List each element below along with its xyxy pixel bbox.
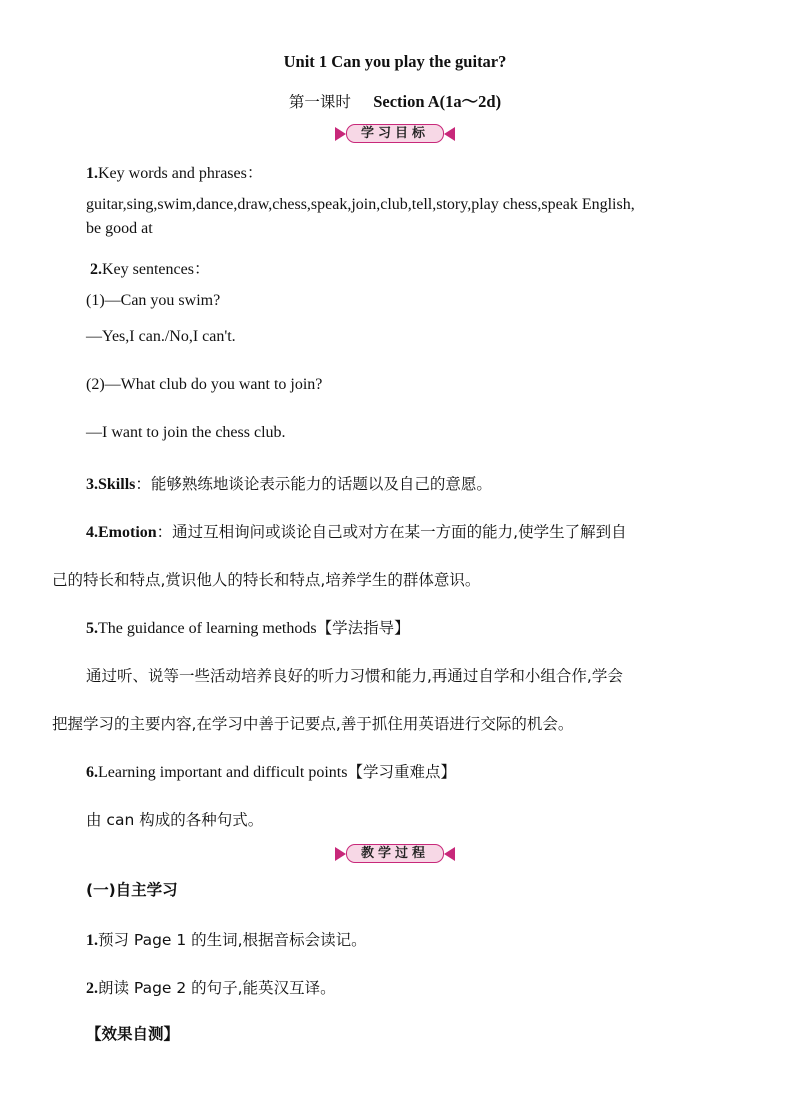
item-number: 3.: [86, 476, 98, 493]
arrow-right-icon: [335, 127, 346, 141]
item-number: 1.: [86, 932, 98, 949]
process-banner: [0, 844, 790, 863]
item-cn-label: 【学法指导】: [316, 619, 410, 637]
process-step-2: [86, 976, 336, 998]
process-banner-label: 教学过程: [346, 844, 444, 863]
item-label: Key words and phrases：: [98, 165, 263, 182]
objectives-banner: [0, 124, 790, 143]
self-test-heading: 【效果自测】: [86, 1025, 180, 1043]
key-words-line-2: be good at: [86, 220, 153, 237]
item-number: 1.: [86, 165, 98, 182]
objective-item-6: [86, 760, 456, 782]
sentence-2-question: (2)—What club do you want to join?: [86, 376, 323, 393]
item-number: 4.: [86, 524, 98, 541]
sentence-1-question: (1)—Can you swim?: [86, 292, 221, 309]
page-title: Unit 1 Can you play the guitar?: [283, 52, 507, 71]
subtitle-en: Section A(1a～2d): [373, 92, 502, 111]
objective-item-4-cont: 己的特长和特点,赏识他人的特长和特点,培养学生的群体意识。: [52, 571, 481, 589]
objective-item-3: [86, 472, 492, 494]
subtitle-cn: 第一课时: [288, 93, 351, 111]
page-subtitle: [0, 88, 790, 112]
item-number: 5.: [86, 620, 98, 637]
section-self-study: (一)自主学习: [86, 881, 178, 899]
item-label: Key sentences：: [102, 261, 210, 278]
key-words-line-1: guitar,sing,swim,dance,draw,chess,speak,join,club,tell,story,play chess,speak English,: [86, 196, 635, 213]
objective-item-1: [86, 160, 263, 183]
item-number: 2.: [86, 980, 98, 997]
sentence-2-answer: —I want to join the chess club.: [86, 424, 286, 441]
item-label: The guidance of learning methods: [98, 620, 317, 637]
objective-item-5-text-1: 通过听、说等一些活动培养良好的听力习惯和能力,再通过自学和小组合作,学会: [86, 667, 623, 685]
arrow-left-icon: [444, 847, 455, 861]
item-number: 2.: [90, 261, 102, 278]
arrow-left-icon: [444, 127, 455, 141]
objective-item-6-text: 由 can 构成的各种句式。: [86, 811, 264, 829]
objective-item-2: [90, 256, 210, 279]
item-text: 朗读 Page 2 的句子,能英汉互译。: [98, 979, 336, 997]
sentence-1-answer: —Yes,I can./No,I can't.: [86, 328, 236, 345]
item-text: 预习 Page 1 的生词,根据音标会读记。: [98, 931, 367, 949]
process-step-1: [86, 928, 367, 950]
item-label: Skills: [98, 476, 136, 493]
item-text: ：能够熟练地谈论表示能力的话题以及自己的意愿。: [135, 475, 492, 493]
objective-item-5-text-2: 把握学习的主要内容,在学习中善于记要点,善于抓住用英语进行交际的机会。: [52, 715, 574, 733]
item-text: ：通过互相询问或谈论自己或对方在某一方面的能力,使学生了解到自: [156, 523, 627, 541]
arrow-right-icon: [335, 847, 346, 861]
item-label: Emotion: [98, 524, 157, 541]
item-cn-label: 【学习重难点】: [347, 763, 456, 781]
objectives-banner-label: 学习目标: [346, 124, 444, 143]
objective-item-5: [86, 616, 410, 638]
item-number: 6.: [86, 764, 98, 781]
item-label: Learning important and difficult points: [98, 764, 348, 781]
objective-item-4: [86, 520, 627, 542]
